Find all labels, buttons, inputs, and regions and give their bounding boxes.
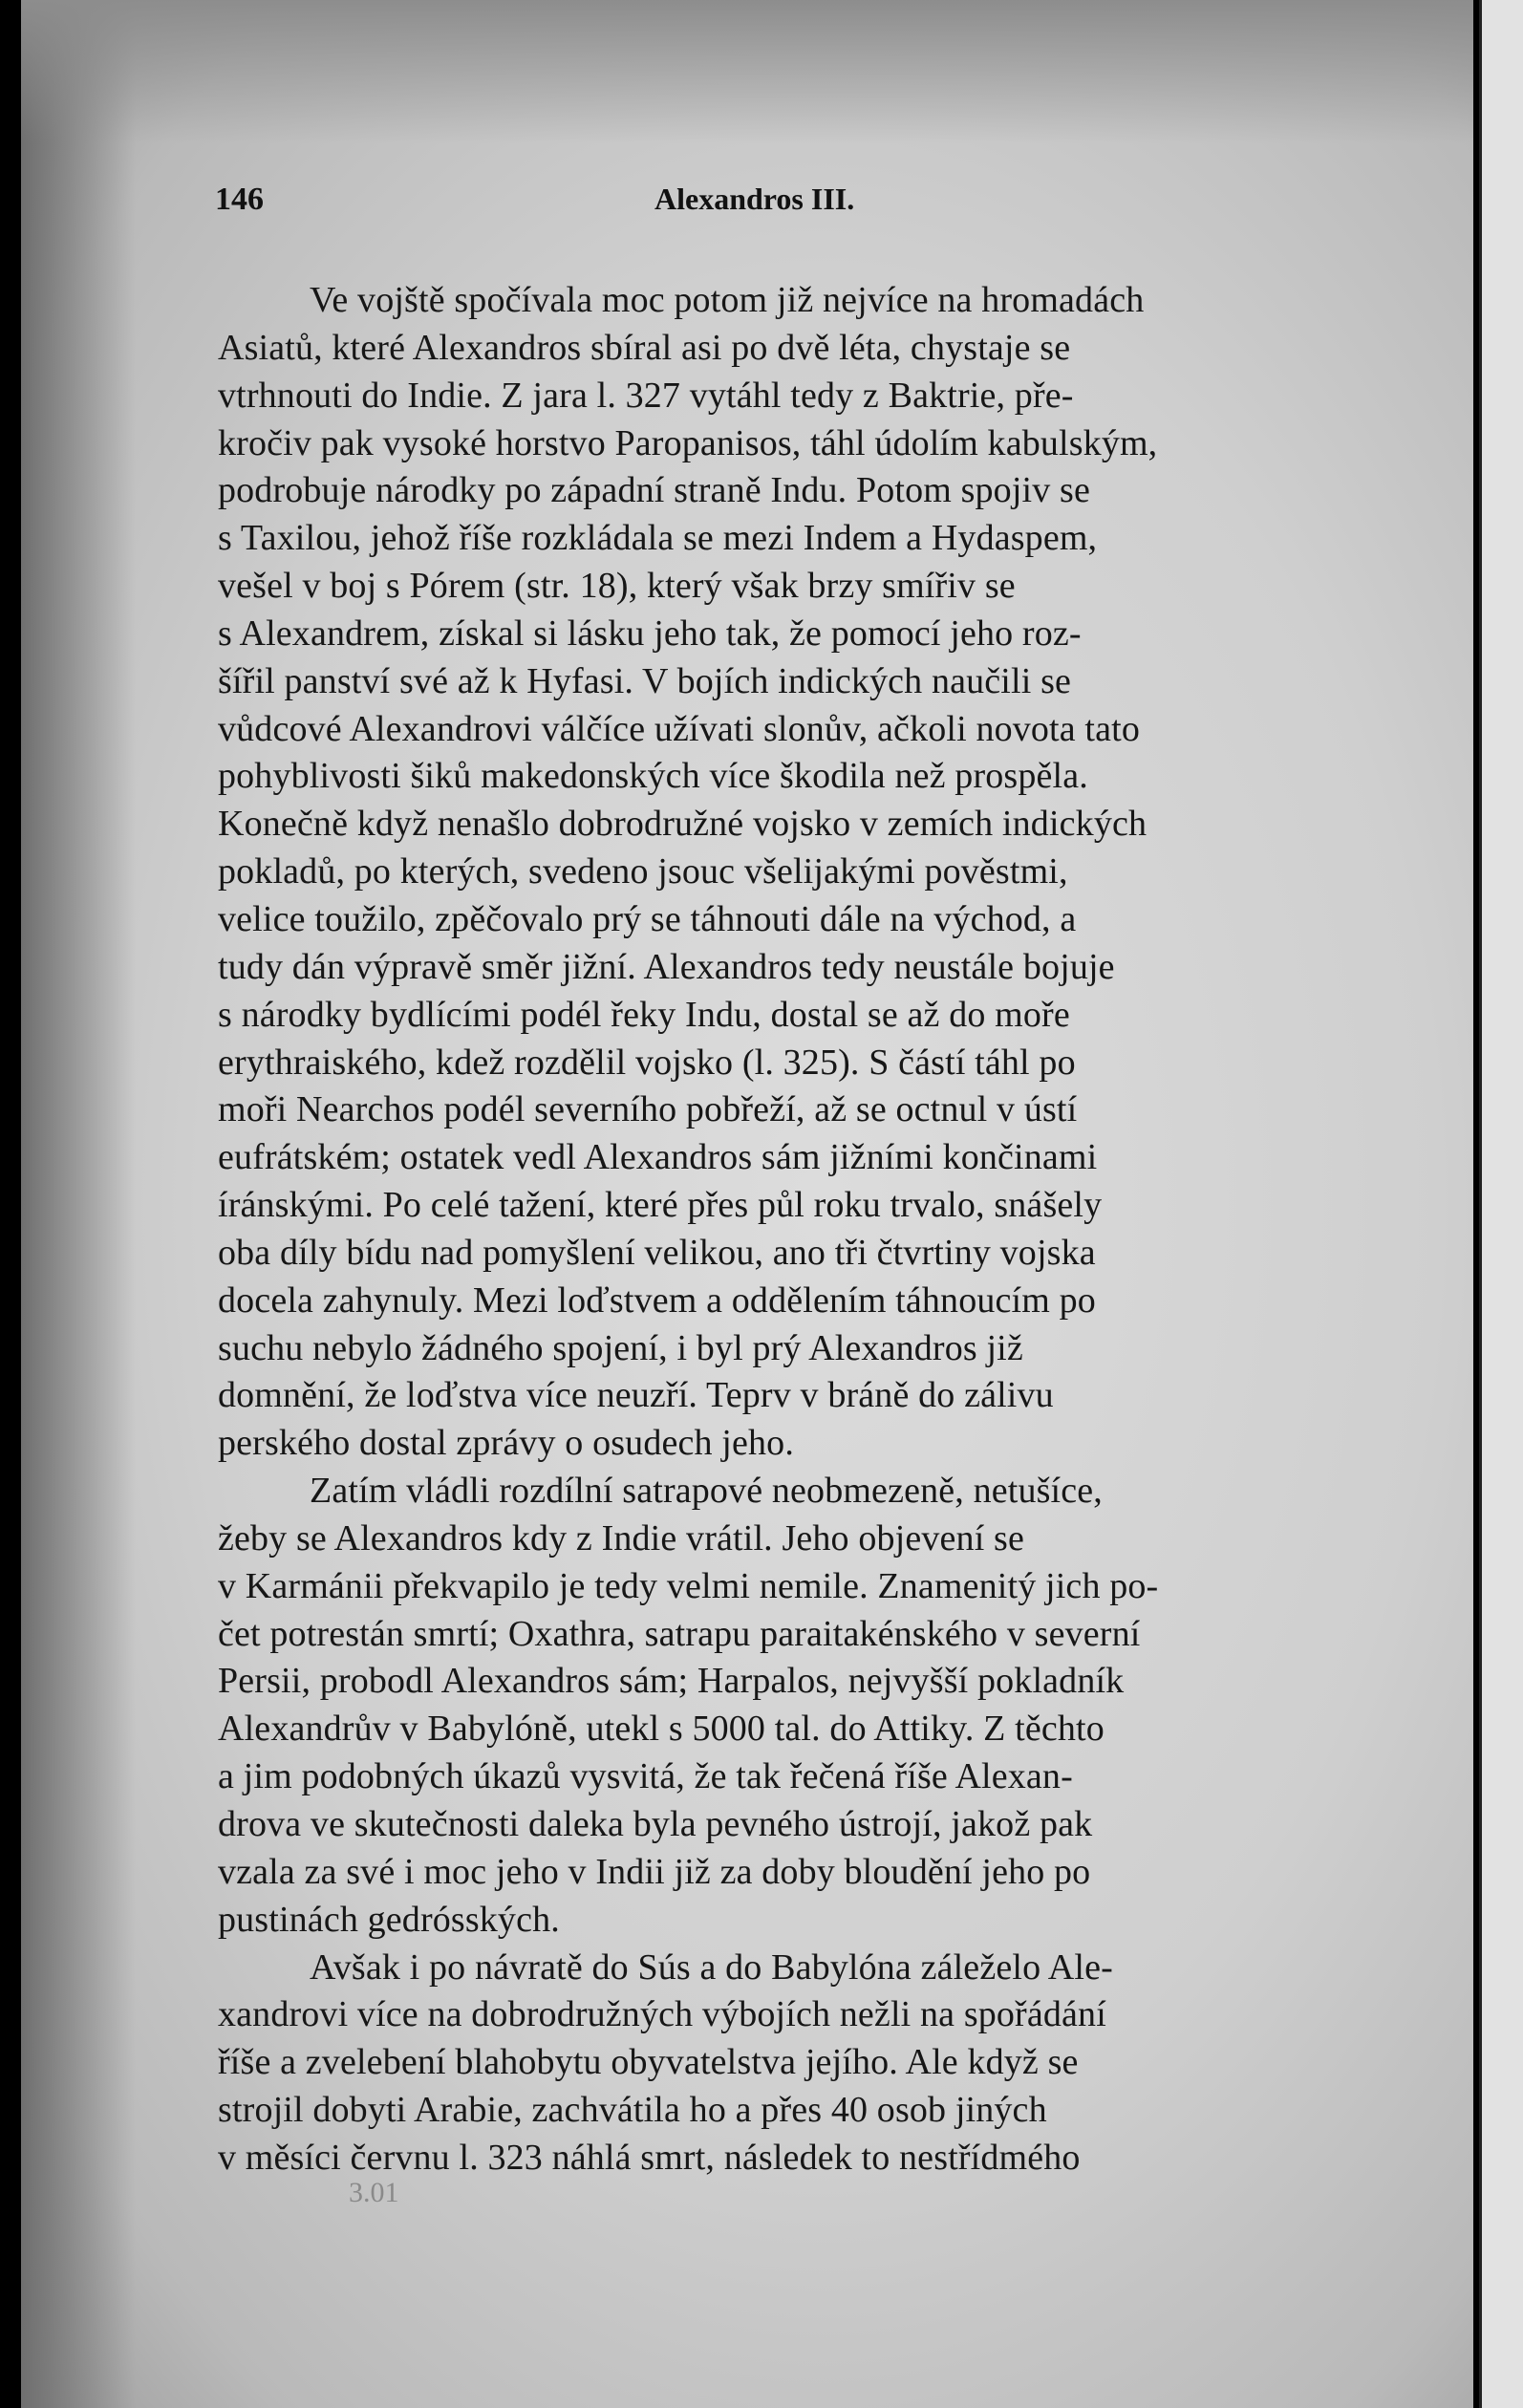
text-line: Persii, probodl Alexandros sám; Harpalos, nejvyšší pokladník: [218, 1661, 1125, 1702]
text-line: domnění, že loďstva více neuzří. Teprv v bráně do zálivu: [218, 1375, 1054, 1416]
paragraph: [218, 277, 1345, 1468]
text-line: íránskými. Po celé tažení, které přes půl roku trvalo, snášely: [218, 1185, 1103, 1226]
text-line: eufrátském; ostatek vedl Alexandros sám jižními končinami: [218, 1137, 1098, 1178]
text-line: a jim podobných úkazů vysvitá, že tak řečená říše Alexan-: [218, 1756, 1073, 1797]
text-line: vůdcové Alexandrovi válčíce užívati slonův, ačkoli novota tato: [218, 708, 1140, 749]
page-number: 146: [215, 182, 264, 217]
text-line: strojil dobyti Arabie, zachvátila ho a přes 40 osob jiných: [218, 2090, 1047, 2131]
text-line: v měsíci červnu l. 323 náhlá smrt, následek to nestřídmého: [218, 2137, 1081, 2178]
paragraph: [218, 1945, 1345, 2182]
text-line: vtrhnouti do Indie. Z jara l. 327 vytáhl tedy z Baktrie, pře-: [218, 375, 1074, 416]
text-line: Avšak i po návratě do Sús a do Babylóna záleželo Ale-: [310, 1946, 1113, 1988]
text-line: říše a zvelebení blahobytu obyvatelstva jejího. Ale když se: [218, 2042, 1079, 2083]
text-line: drova ve skutečnosti daleka byla pevného ústrojí, jakož pak: [218, 1804, 1093, 1844]
body-text: [218, 277, 1345, 2182]
text-line: Ve vojště spočívala moc potom již nejvíce na hromadách: [310, 280, 1145, 320]
page-header: [215, 182, 1371, 239]
text-line: velice toužilo, zpěčovalo prý se táhnouti dále na východ, a: [218, 898, 1077, 939]
text-line: s Alexandrem, získal si lásku jeho tak, že pomocí jeho roz-: [218, 613, 1082, 654]
text-line: docela zahynuly. Mezi loďstvem a oddělením táhnoucím po: [218, 1279, 1096, 1321]
running-title: Alexandros III.: [654, 182, 855, 216]
text-line: podrobuje národky po západní straně Indu. Potom spojiv se: [218, 470, 1090, 511]
text-line: pustinách gedrósských.: [218, 1899, 560, 1940]
text-line: Konečně když nenašlo dobrodružné vojsko v zemích indických: [218, 804, 1148, 845]
text-line: v Karmánii překvapilo je tedy velmi nemile. Znamenitý jich po-: [218, 1565, 1159, 1606]
text-line: xandrovi více na dobrodružných výbojích nežli na spořádání: [218, 1994, 1106, 2035]
text-line: oba díly bídu nad pomyšlení velikou, ano tři čtvrtiny vojska: [218, 1232, 1096, 1273]
text-line: šířil panství své až k Hyfasi. V bojích indických naučili se: [218, 660, 1072, 701]
text-line: perského dostal zprávy o osudech jeho.: [218, 1423, 794, 1464]
text-line: tudy dán výpravě směr jižní. Alexandros tedy neustále bojuje: [218, 946, 1115, 987]
text-line: erythraiského, kdež rozdělil vojsko (l. 325). S částí táhl po: [218, 1042, 1076, 1083]
text-line: Zatím vládli rozdílní satrapové neobmezeně, netušíce,: [310, 1471, 1103, 1512]
text-line: suchu nebylo žádného spojení, i byl prý Alexandros již: [218, 1327, 1023, 1368]
text-line: Asiatů, které Alexandros sbíral asi po dvě léta, chystaje se: [218, 327, 1071, 368]
text-line: s Taxilou, jehož říše rozkládala se mezi Indem a Hydaspem,: [218, 518, 1098, 559]
text-line: pokladů, po kterých, svedeno jsouc všelijakými pověstmi,: [218, 851, 1068, 892]
text-line: vešel v boj s Pórem (str. 18), který však brzy smířiv se: [218, 566, 1016, 607]
paragraph: [218, 1468, 1345, 1944]
footer-mark: 3.01: [349, 2177, 399, 2208]
text-line: čet potrestán smrtí; Oxathra, satrapu paraitakénského v severní: [218, 1613, 1141, 1654]
text-line: vzala za své i moc jeho v Indii již za doby bloudění jeho po: [218, 1851, 1091, 1892]
text-line: Alexandrův v Babylóně, utekl s 5000 tal. do Attiky. Z těchto: [218, 1709, 1105, 1750]
text-line: moři Nearchos podél severního pobřeží, až se octnul v ústí: [218, 1089, 1078, 1130]
text-line: pohyblivosti šiků makedonských více škodila než prospěla.: [218, 756, 1088, 797]
adjacent-page-edge: [1479, 0, 1523, 2408]
text-line: s národky bydlícími podél řeky Indu, dostal se až do moře: [218, 994, 1070, 1035]
text-line: žeby se Alexandros kdy z Indie vrátil. Jeho objevení se: [218, 1517, 1025, 1559]
text-line: kročiv pak vysoké horstvo Paropanisos, táhl údolím kabulským,: [218, 422, 1158, 463]
